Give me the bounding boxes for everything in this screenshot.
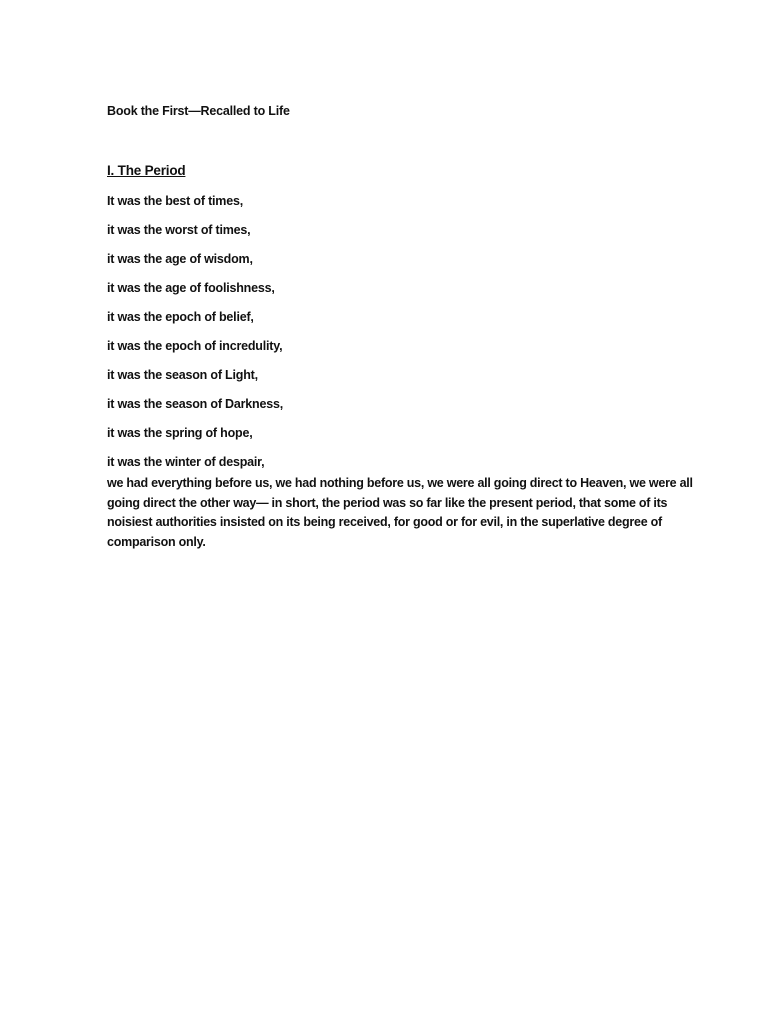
book-title: Book the First—Recalled to Life: [107, 104, 290, 118]
text-line: it was the epoch of incredulity,: [107, 339, 283, 353]
text-line: it was the season of Light,: [107, 368, 258, 382]
text-line: it was the age of wisdom,: [107, 252, 253, 266]
closing-paragraph: we had everything before us, we had nothing before us, we were all going direct to Heaven, we were all going direct the other way— in short, the period was so far like the present period, that some of its noisiest authorities insisted on its being received, for good or for evil, in the superlative degree of comparison only.: [107, 476, 693, 549]
text-line: it was the winter of despair,: [107, 455, 265, 469]
opening-lines: [107, 193, 707, 470]
text-line: it was the age of foolishness,: [107, 281, 275, 295]
text-line: It was the best of times,: [107, 194, 244, 208]
text-line: it was the worst of times,: [107, 223, 251, 237]
chapter-heading: I. The Period: [107, 163, 186, 178]
document-content: [107, 103, 707, 552]
text-line: it was the epoch of belief,: [107, 310, 254, 324]
text-line: it was the spring of hope,: [107, 426, 253, 440]
text-line: it was the season of Darkness,: [107, 397, 284, 411]
